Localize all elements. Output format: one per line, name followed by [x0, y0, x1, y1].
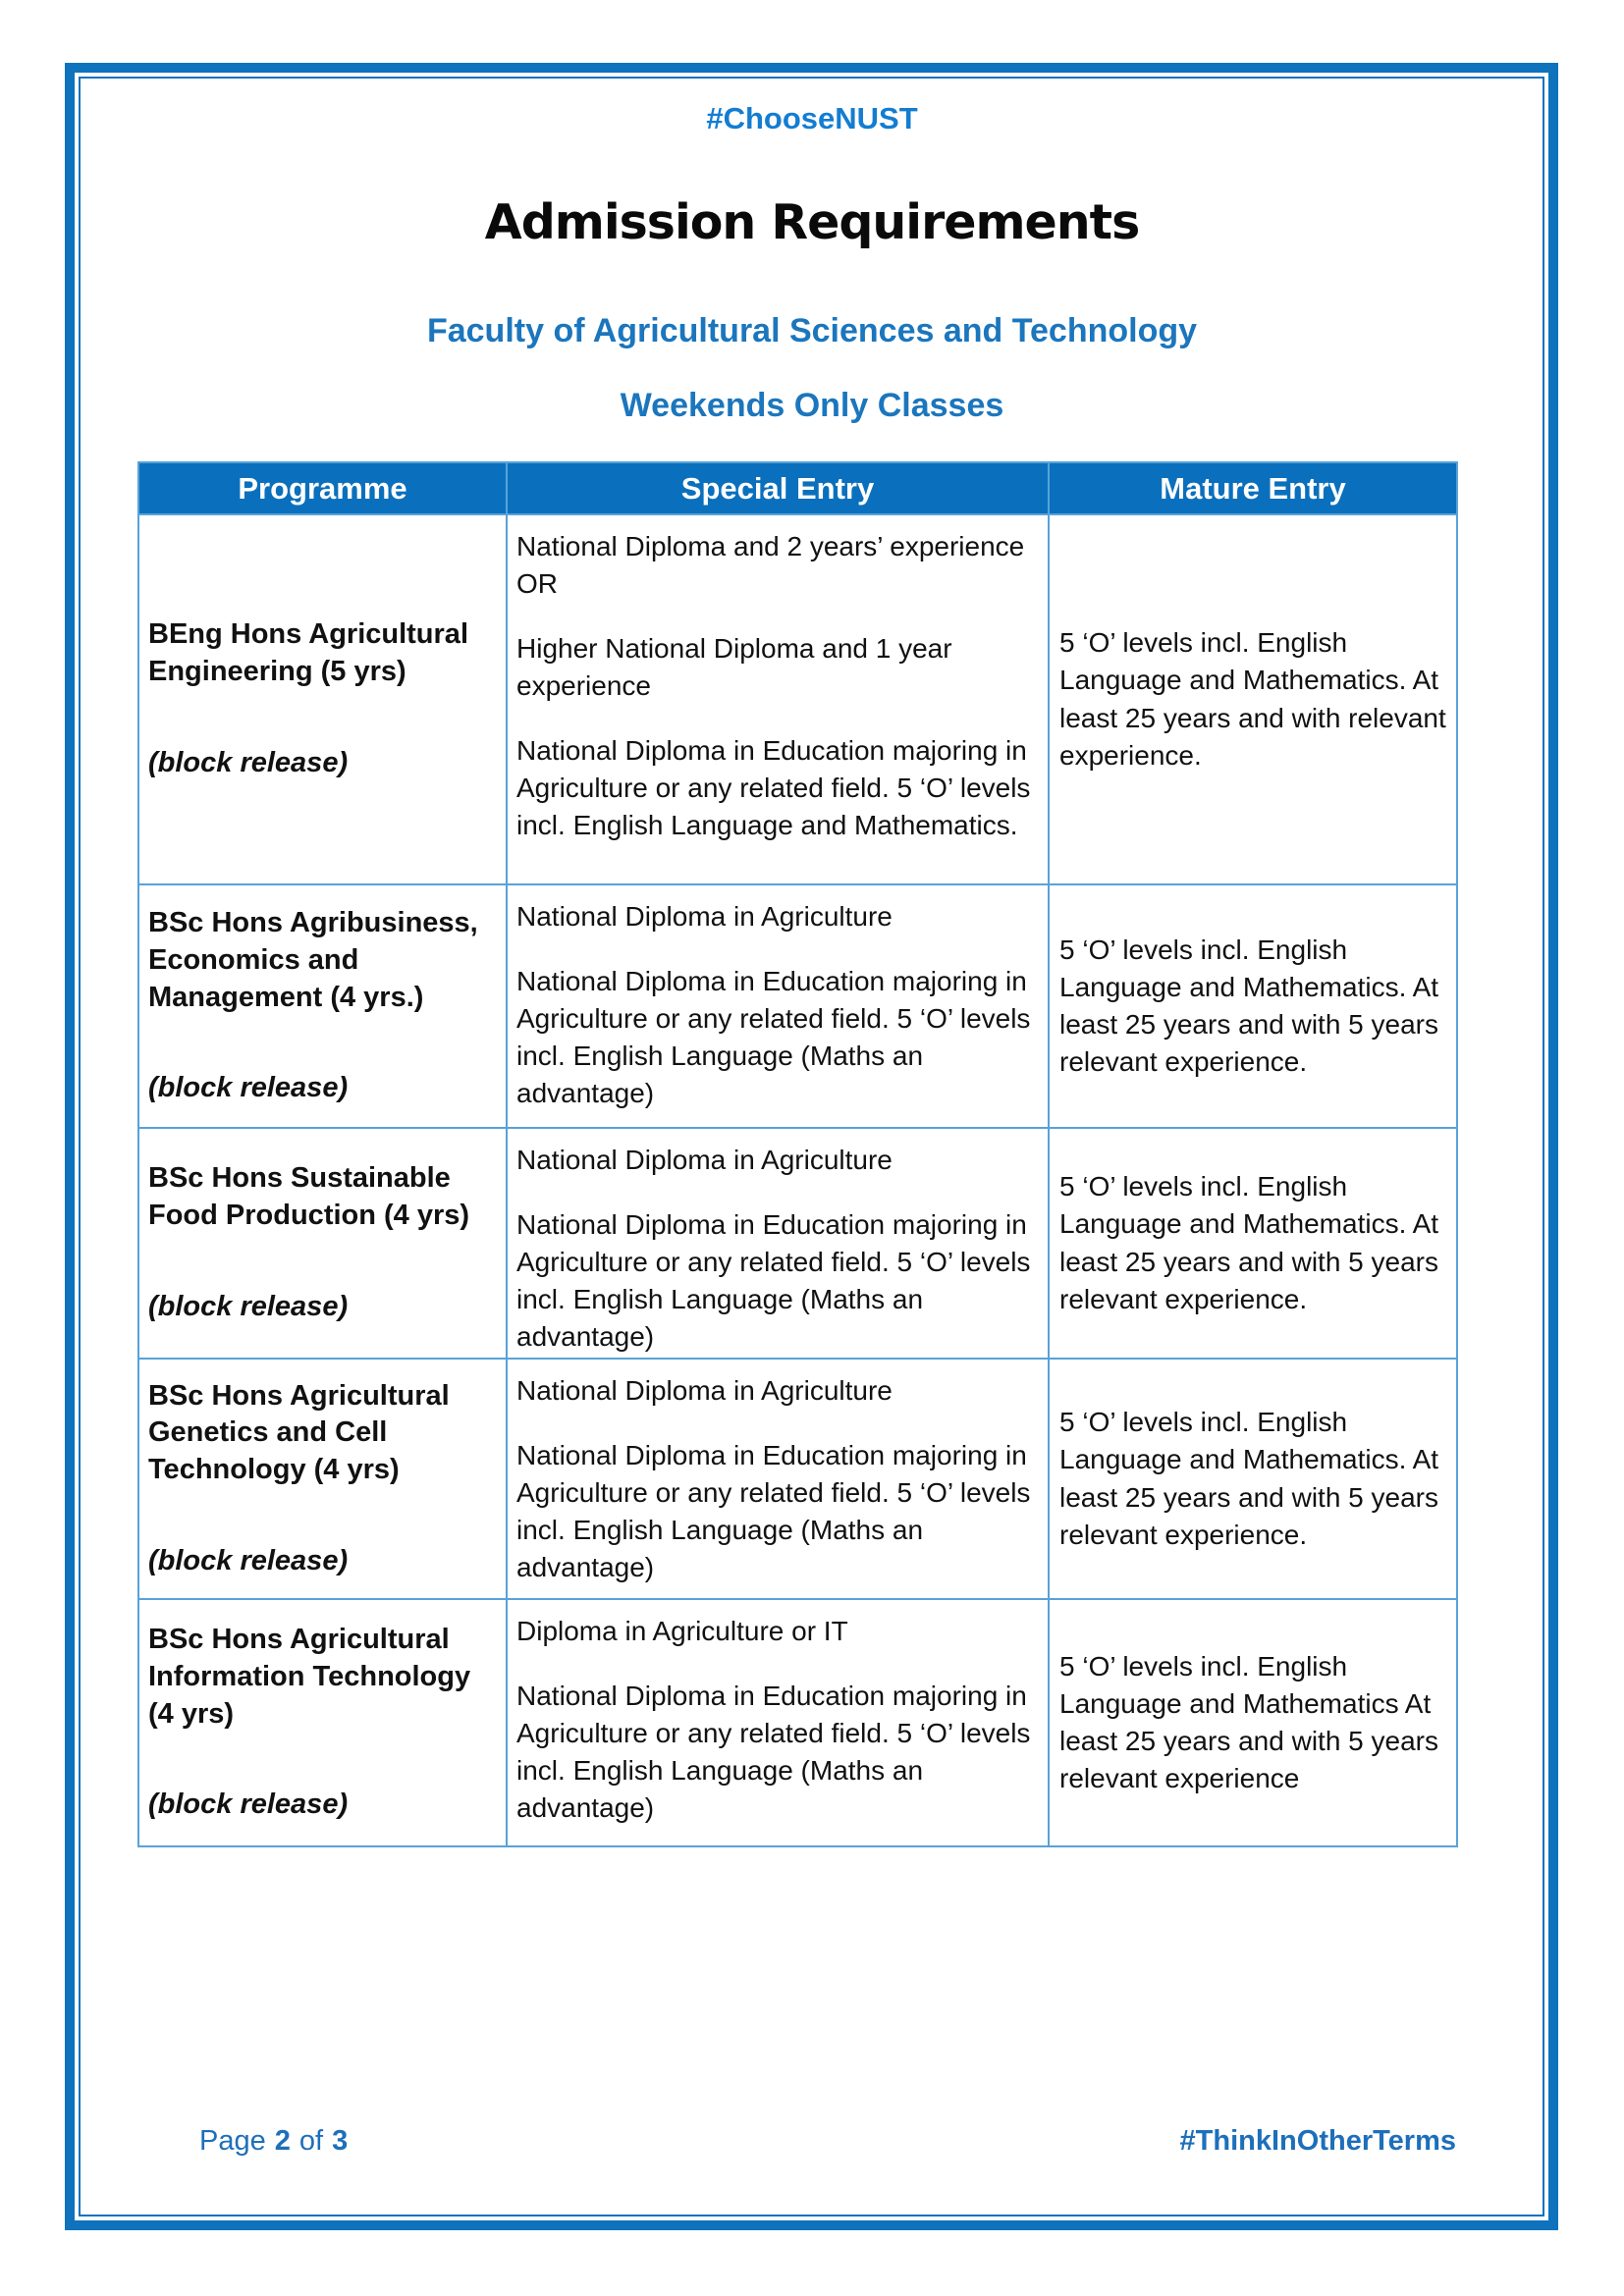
- column-header-mature-entry: Mature Entry: [1050, 463, 1456, 515]
- mature-entry-cell: [1050, 885, 1456, 1129]
- mature-entry-text: 5 ‘O’ levels incl. English Language and Mathematics. At least 25 years and with 5 years relevant experience.: [1059, 934, 1439, 1078]
- mature-entry-cell: [1050, 1129, 1456, 1360]
- requirement-paragraph: National Diploma in Education majoring in Agriculture or any related field. 5 ‘O’ levels incl. English Language (Maths an advantage): [516, 1440, 1031, 1583]
- page-label: Page: [199, 2125, 266, 2157]
- mature-entry-cell: [1050, 1360, 1456, 1600]
- programme-cell: [139, 885, 508, 1129]
- special-entry-cell: [508, 1600, 1050, 1845]
- programme-name: BSc Hons Agricultural Genetics and Cell Technology (4 yrs): [148, 1379, 450, 1485]
- special-entry-cell: [508, 1360, 1050, 1600]
- requirement-paragraph: National Diploma and 2 years’ experience OR: [516, 531, 1025, 600]
- faculty-heading: Faculty of Agricultural Sciences and Technology: [426, 312, 1198, 349]
- column-header-special-entry: Special Entry: [508, 463, 1050, 515]
- block-release-label: (block release): [148, 1072, 349, 1104]
- admission-requirements-table: [137, 461, 1458, 1847]
- page-total: 3: [332, 2125, 349, 2157]
- requirement-paragraph: National Diploma in Agriculture: [516, 1145, 893, 1175]
- requirement-paragraph: National Diploma in Education majoring in Agriculture or any related field. 5 ‘O’ levels incl. English Language (Maths an advantage): [516, 1209, 1031, 1353]
- requirement-paragraph: National Diploma in Education majoring in Agriculture or any related field. 5 ‘O’ levels incl. English Language and Mathematics.: [516, 735, 1031, 841]
- requirement-paragraph: Higher National Diploma and 1 year experience: [516, 633, 952, 702]
- special-entry-cell: [508, 885, 1050, 1129]
- programme-name: BSc Hons Sustainable Food Production (4 yrs): [148, 1162, 470, 1232]
- requirement-paragraph: Diploma in Agriculture or IT: [516, 1616, 848, 1646]
- mature-entry-cell: [1050, 515, 1456, 885]
- page-title: Admission Requirements: [484, 194, 1140, 250]
- page-number: [199, 2125, 348, 2158]
- mature-entry-text: 5 ‘O’ levels incl. English Language and Mathematics At least 25 years and with 5 years relevant experience: [1059, 1650, 1438, 1794]
- hashtag-thinkinotherterms: #ThinkInOtherTerms: [1179, 2125, 1456, 2157]
- requirement-paragraph: National Diploma in Education majoring in Agriculture or any related field. 5 ‘O’ levels incl. English Language (Maths an advantage): [516, 966, 1031, 1109]
- special-entry-cell: [508, 1129, 1050, 1360]
- requirement-paragraph: National Diploma in Education majoring in Agriculture or any related field. 5 ‘O’ levels incl. English Language (Maths an advantage): [516, 1681, 1031, 1824]
- session-heading: Weekends Only Classes: [620, 387, 1004, 424]
- of-label: of: [298, 2125, 324, 2157]
- hashtag-choosenust: #ChooseNUST: [706, 101, 918, 135]
- programme-cell: [139, 515, 508, 885]
- programme-name: BSc Hons Agribusiness, Economics and Management (4 yrs.): [148, 907, 478, 1013]
- special-entry-cell: [508, 515, 1050, 885]
- column-header-programme: Programme: [139, 463, 508, 515]
- mature-entry-text: 5 ‘O’ levels incl. English Language and Mathematics. At least 25 years and with 5 years relevant experience.: [1059, 1407, 1439, 1550]
- mature-entry-text: 5 ‘O’ levels incl. English Language and Mathematics. At least 25 years and with 5 years relevant experience.: [1059, 1171, 1439, 1314]
- requirement-paragraph: National Diploma in Agriculture: [516, 901, 893, 932]
- block-release-label: (block release): [148, 746, 349, 778]
- block-release-label: (block release): [148, 1544, 349, 1576]
- block-release-label: (block release): [148, 1789, 349, 1821]
- mature-entry-cell: [1050, 1600, 1456, 1845]
- mature-entry-text: 5 ‘O’ levels incl. English Language and Mathematics. At least 25 years and with relevant experience.: [1059, 627, 1446, 771]
- page-current: 2: [274, 2125, 291, 2157]
- programme-cell: [139, 1600, 508, 1845]
- programme-name: BEng Hons Agricultural Engineering (5 yrs): [148, 618, 468, 688]
- requirement-paragraph: National Diploma in Agriculture: [516, 1375, 893, 1406]
- programme-cell: [139, 1360, 508, 1600]
- programme-name: BSc Hons Agricultural Information Technology (4 yrs): [148, 1624, 471, 1730]
- programme-cell: [139, 1129, 508, 1360]
- block-release-label: (block release): [148, 1290, 349, 1322]
